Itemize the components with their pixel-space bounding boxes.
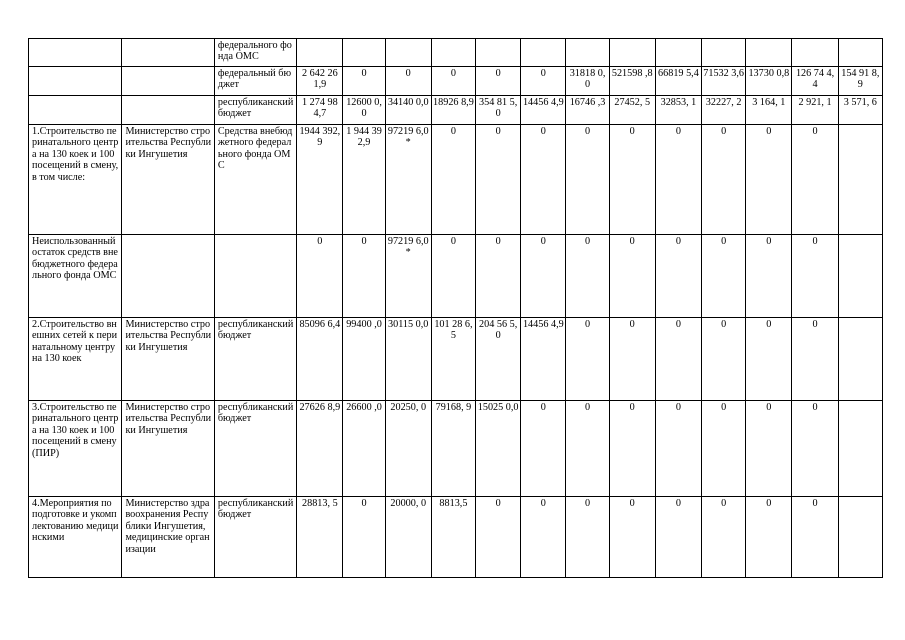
- amount-cell: 204 56 5,0: [476, 318, 521, 401]
- amount-cell: 8813,5: [431, 497, 475, 578]
- amount-cell: 0: [521, 401, 566, 497]
- amount-cell: 0: [431, 67, 475, 96]
- amount-cell: 521598 ,8: [609, 67, 655, 96]
- amount-cell: 0: [476, 125, 521, 235]
- amount-cell: 27626 8,9: [297, 401, 343, 497]
- amount-cell: 13730 0,8: [746, 67, 792, 96]
- amount-cell: 0: [655, 318, 701, 401]
- amount-cell: 0: [476, 235, 521, 318]
- header-continuation-row: [29, 96, 883, 125]
- amount-cell: 0: [792, 318, 838, 401]
- funding-source-cell: Средства внебюджетного федерального фонда ОМС: [214, 125, 296, 235]
- funding-source-cell: республиканский бюджет: [214, 497, 296, 578]
- activity-name-cell: 1.Строительство перинатального центра на 130 коек и 100 посещений в смену, в том числе:: [29, 125, 122, 235]
- budget-table: [28, 38, 883, 578]
- executor-cell: Министерство здравоохранения Республики Ингушетия, медицинские организации: [122, 497, 214, 578]
- amount-cell: 0: [609, 235, 655, 318]
- empty-cell: [29, 96, 122, 125]
- amount-cell: 97219 6,0*: [385, 125, 431, 235]
- amount-cell: 0: [476, 497, 521, 578]
- amount-cell: 0: [566, 318, 609, 401]
- amount-cell: [838, 401, 882, 497]
- amount-cell: 0: [792, 235, 838, 318]
- amount-cell: 0: [343, 497, 385, 578]
- amount-cell: 101 28 6,5: [431, 318, 475, 401]
- amount-cell: [655, 39, 701, 67]
- amount-cell: 0: [609, 401, 655, 497]
- amount-cell: 32227, 2: [702, 96, 746, 125]
- amount-cell: 0: [702, 125, 746, 235]
- amount-cell: 2 921, 1: [792, 96, 838, 125]
- amount-cell: 1 944 392,9: [343, 125, 385, 235]
- table-row: [29, 235, 883, 318]
- table-row: [29, 401, 883, 497]
- amount-cell: 99400 ,0: [343, 318, 385, 401]
- amount-cell: [838, 318, 882, 401]
- activity-name-cell: 4.Мероприятия по подготовке и укомплектованию медицинскими: [29, 497, 122, 578]
- executor-cell: Министерство строительства Республики Ингушетия: [122, 401, 214, 497]
- amount-cell: 15025 0,0: [476, 401, 521, 497]
- amount-cell: [566, 39, 609, 67]
- amount-cell: 28813, 5: [297, 497, 343, 578]
- table-body: [29, 39, 883, 578]
- amount-cell: 0: [702, 497, 746, 578]
- amount-cell: 0: [566, 497, 609, 578]
- amount-cell: 0: [746, 318, 792, 401]
- amount-cell: 0: [655, 497, 701, 578]
- amount-cell: 79168, 9: [431, 401, 475, 497]
- funding-source-cell: республиканский бюджет: [214, 318, 296, 401]
- amount-cell: 18926 8,9: [431, 96, 475, 125]
- amount-cell: 0: [343, 235, 385, 318]
- funding-source-cell: федеральный бюджет: [214, 67, 296, 96]
- amount-cell: 0: [746, 497, 792, 578]
- amount-cell: 0: [655, 401, 701, 497]
- activity-name-cell: Неиспользованный остаток средств внебюджетного федерального фонда ОМС: [29, 235, 122, 318]
- empty-cell: [122, 39, 214, 67]
- amount-cell: 12600 0,0: [343, 96, 385, 125]
- amount-cell: 0: [792, 125, 838, 235]
- funding-source-cell: республиканский бюджет: [214, 96, 296, 125]
- amount-cell: 0: [702, 318, 746, 401]
- amount-cell: 97219 6,0*: [385, 235, 431, 318]
- amount-cell: [838, 235, 882, 318]
- empty-cell: [122, 67, 214, 96]
- amount-cell: [343, 39, 385, 67]
- amount-cell: 0: [609, 125, 655, 235]
- amount-cell: 71532 3,6: [702, 67, 746, 96]
- amount-cell: 0: [476, 67, 521, 96]
- amount-cell: 0: [566, 125, 609, 235]
- empty-cell: [29, 67, 122, 96]
- amount-cell: 0: [521, 67, 566, 96]
- amount-cell: 85096 6,4: [297, 318, 343, 401]
- amount-cell: [431, 39, 475, 67]
- table-row: [29, 125, 883, 235]
- amount-cell: 0: [655, 235, 701, 318]
- amount-cell: 27452, 5: [609, 96, 655, 125]
- amount-cell: 30115 0,0: [385, 318, 431, 401]
- amount-cell: 0: [521, 125, 566, 235]
- amount-cell: 20250, 0: [385, 401, 431, 497]
- table-row: [29, 497, 883, 578]
- amount-cell: 66819 5,4: [655, 67, 701, 96]
- amount-cell: 154 91 8,9: [838, 67, 882, 96]
- amount-cell: 14456 4,9: [521, 318, 566, 401]
- amount-cell: [838, 39, 882, 67]
- amount-cell: 0: [385, 67, 431, 96]
- empty-cell: [122, 96, 214, 125]
- amount-cell: 1 274 984,7: [297, 96, 343, 125]
- activity-name-cell: 2.Строительство внешних сетей к перинатальному центру на 130 коек: [29, 318, 122, 401]
- amount-cell: 31818 0,0: [566, 67, 609, 96]
- funding-source-cell: федерального фонда ОМС: [214, 39, 296, 67]
- amount-cell: 0: [566, 235, 609, 318]
- amount-cell: 0: [297, 235, 343, 318]
- amount-cell: 0: [746, 125, 792, 235]
- amount-cell: [476, 39, 521, 67]
- amount-cell: 0: [792, 401, 838, 497]
- amount-cell: 0: [609, 318, 655, 401]
- amount-cell: 0: [746, 401, 792, 497]
- amount-cell: [385, 39, 431, 67]
- amount-cell: 3 571, 6: [838, 96, 882, 125]
- amount-cell: [297, 39, 343, 67]
- amount-cell: 0: [521, 497, 566, 578]
- amount-cell: [609, 39, 655, 67]
- amount-cell: [702, 39, 746, 67]
- amount-cell: 0: [792, 497, 838, 578]
- amount-cell: 0: [431, 125, 475, 235]
- header-continuation-row: [29, 67, 883, 96]
- amount-cell: [838, 125, 882, 235]
- empty-cell: [29, 39, 122, 67]
- amount-cell: 0: [655, 125, 701, 235]
- amount-cell: 2 642 261,9: [297, 67, 343, 96]
- amount-cell: 0: [702, 401, 746, 497]
- amount-cell: 354 81 5,0: [476, 96, 521, 125]
- executor-cell: Министерство строительства Республики Ингушетия: [122, 318, 214, 401]
- amount-cell: [746, 39, 792, 67]
- amount-cell: 0: [609, 497, 655, 578]
- amount-cell: 34140 0,0: [385, 96, 431, 125]
- funding-source-cell: республиканский бюджет: [214, 401, 296, 497]
- amount-cell: [838, 497, 882, 578]
- amount-cell: 20000, 0: [385, 497, 431, 578]
- amount-cell: 0: [566, 401, 609, 497]
- amount-cell: 0: [746, 235, 792, 318]
- amount-cell: 1944 392,9: [297, 125, 343, 235]
- activity-name-cell: 3.Строительство перинатального центра на 130 коек и 100 посещений в смену (ПИР): [29, 401, 122, 497]
- executor-cell: Министерство строительства Республики Ингушетия: [122, 125, 214, 235]
- header-continuation-row: [29, 39, 883, 67]
- amount-cell: [521, 39, 566, 67]
- table-row: [29, 318, 883, 401]
- amount-cell: 14456 4,9: [521, 96, 566, 125]
- amount-cell: 0: [521, 235, 566, 318]
- amount-cell: 32853, 1: [655, 96, 701, 125]
- amount-cell: [792, 39, 838, 67]
- amount-cell: 3 164, 1: [746, 96, 792, 125]
- funding-source-cell: [214, 235, 296, 318]
- amount-cell: 0: [702, 235, 746, 318]
- amount-cell: 126 74 4,4: [792, 67, 838, 96]
- amount-cell: 16746 ,3: [566, 96, 609, 125]
- amount-cell: 0: [343, 67, 385, 96]
- amount-cell: 0: [431, 235, 475, 318]
- amount-cell: 26600 ,0: [343, 401, 385, 497]
- executor-cell: [122, 235, 214, 318]
